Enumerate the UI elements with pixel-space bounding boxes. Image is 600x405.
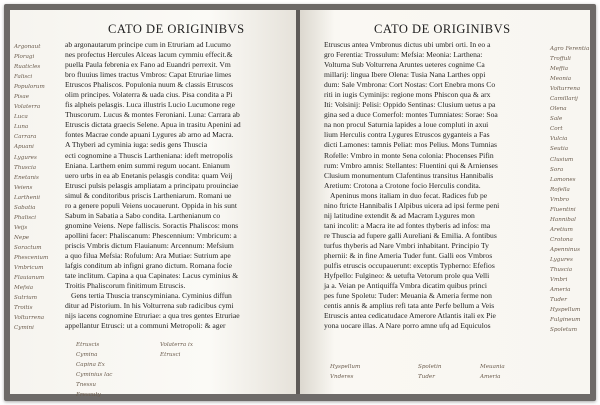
bottom-note: Volaterra ix <box>160 342 193 348</box>
bottom-note: Cymina <box>76 352 98 358</box>
text-line: lafgis conditum ab infigni grano dictum. Romana focie <box>65 261 233 271</box>
marginal-note: Populorum <box>14 84 45 91</box>
marginal-note: Carrara <box>14 134 37 141</box>
marginal-note: Lygures <box>14 154 37 161</box>
text-line: Apeninus mons italiam in duo fecat. Radices fub pe <box>330 190 488 200</box>
marginal-note: Hyspellum <box>550 307 581 314</box>
marginal-note: Apuani <box>14 144 34 151</box>
right-page <box>300 10 590 394</box>
marginal-note: Olena <box>550 106 567 113</box>
text-line: Gens tertia Thuscia transcyminiana. Cyminius diffun <box>71 291 232 301</box>
marginal-note: Luca <box>14 114 28 121</box>
text-line: A Thyberi ad cyminia iuga: sedis gens Thuscia <box>65 140 208 150</box>
text-line: Etrusci pulsis pelasgis ampliatam a principatu prouinciae <box>65 180 239 190</box>
text-line: pulfis etruscis occupauerunt: exceptis Typherno: Efefios <box>324 261 495 271</box>
marginal-note: Nepe <box>14 234 30 241</box>
text-line: pes fune Spoletu: Tuder: Meuania & Ameria ferme non <box>324 291 492 301</box>
text-line: olim principes. Volaterra & uada cius. Pisa condita a Pi <box>65 90 233 100</box>
text-line: Rofelle: Vmbro in monte Sena colonia: Phocenses Pifin <box>324 150 494 160</box>
bottom-note: Spoletin <box>418 364 442 370</box>
text-line: ecti cognomine a Thuscis Lartheniana: ideft metropolis <box>65 150 233 160</box>
marginal-note: Cymini <box>14 325 34 332</box>
text-line: nij latitudine extendit & ad Macram Lygures mon <box>324 210 475 220</box>
marginal-note: Agro Ferentia <box>550 46 590 52</box>
marginal-note: Cort <box>550 126 563 133</box>
text-line: Etruscos Phaliscos. Populonia nuum & classis Etruscos <box>65 80 234 90</box>
marginal-note: Pisae <box>14 94 30 101</box>
text-line: phernii: & in fine Ameria Tuder funt. Galli eos Vmbros <box>324 250 493 260</box>
bottom-note: Cyminius lac <box>76 372 113 378</box>
marginal-note: Ruaticles <box>14 64 41 71</box>
marginal-note: Crotona <box>550 236 573 243</box>
marginal-note: Lamones <box>550 176 576 183</box>
marginal-note: Troitis <box>14 305 33 312</box>
text-line: riti in iugis Cyminijs: regione mons Phiscon qua & arx <box>324 90 491 100</box>
marginal-note: Volturrena <box>14 315 45 322</box>
bottom-note: Vnderes <box>330 374 354 380</box>
marginal-note: Tuder <box>550 297 567 304</box>
bottom-note: Frescuty <box>76 392 101 398</box>
text-line: Sabum in Sabatia a Sabo condita. Larthenianum co <box>65 210 221 220</box>
text-line: Iti: Volsinij: Pelisi: Oppido Sentinas: Clusium uetus a pa <box>324 100 496 110</box>
text-line: yona uocare illas. A Nare porro amne ufq ad Equiculos <box>324 321 491 331</box>
right-running-head: CATO DE ORIGINIBVS <box>374 22 511 36</box>
text-line: ja a. Veian pe Antiquiffa Vmbra dicatim quibus princi <box>324 281 488 291</box>
marginal-note: Veiens <box>14 184 33 191</box>
marginal-note: Vmbri <box>550 277 568 284</box>
marginal-note: Sale <box>550 116 563 123</box>
marginal-note: Sutrium <box>14 295 38 302</box>
marginal-note: Vmbricum <box>14 265 44 272</box>
text-line: dicti Lamones: tamnis Peliat: mos Pelius. Mons Tumnias <box>324 140 497 150</box>
text-line: gnomine Veiens. Nepe falliscis. Soractis Phaliscos: mons <box>65 220 239 230</box>
marginal-note: Meonia <box>550 76 572 83</box>
left-text-block <box>65 40 291 331</box>
right-text-block <box>324 40 546 331</box>
text-line: Hyfpello: Fulgineo: & uetufta Vetorum prole qua Velli <box>324 271 490 281</box>
text-line: na non procul Saturnia lapides a loue compluti in axui <box>324 120 489 130</box>
text-line: turfus thyberis ad Nare Vmbri inhabitant. Principio Ty <box>324 240 489 250</box>
right-marginalia <box>550 44 588 335</box>
text-line: gina sed a duce Comerfol: montes Tumniates: Sorae: Soa <box>324 110 498 120</box>
text-line: tate inclitum. Capina a qua Capinates: Lacus cyminius & <box>65 271 239 281</box>
text-line: Eniana. Larthem enim summi regum uocant. Enianum <box>65 160 230 170</box>
left-bottom-notes-b <box>160 340 193 360</box>
marginal-note: Soractum <box>14 244 42 251</box>
text-line: ditur ad Pistorium. In his Volturrena sub radicibus cymi <box>65 301 234 311</box>
bottom-note: Capina Ex <box>76 362 105 368</box>
marginal-note: Troffuli <box>550 56 571 63</box>
text-line: Clusium monumentum Clafentinus transitus Hannibalis <box>324 170 494 180</box>
text-line: Thuscorum. Lucus & montes Feroniani. Luna: Carrara ab <box>65 110 240 120</box>
marginal-note: Rofella <box>550 186 570 193</box>
left-page <box>10 10 296 398</box>
text-line: nino ftricte Hannibalis I Alpibus uicera ad ipsi ferme peni <box>324 200 500 210</box>
marginal-note: Volaterra <box>14 104 41 111</box>
bottom-note: Hyspellum <box>330 364 361 370</box>
text-line: gro Ferentia: Trossulum: Mefsia: Meonia: Larthena: <box>324 50 483 60</box>
marginal-note: Meffia <box>550 66 569 73</box>
marginal-note: Veijs <box>14 224 28 231</box>
text-line: Etruscis dictata graecis Selene. Apua in trasitu Apenini ad <box>65 120 241 130</box>
text-line: fis alpheis pelasgis. Luca illustris Lucio Lucumone rege <box>65 100 235 110</box>
bottom-note: Tnessu <box>76 382 96 388</box>
text-line: centis annis & amplius refi tata ante Perfe bellum a Veis <box>324 301 495 311</box>
text-line: lium Herculis contra Lygures Etruscos gyganteis a Fas <box>324 130 490 140</box>
right-bottom-notes-b <box>418 362 442 382</box>
right-bottom-notes-c <box>480 362 505 382</box>
marginal-note: Falisci <box>14 74 33 81</box>
marginal-note: Enetanis <box>14 174 39 181</box>
marginal-note: Volturrena <box>550 86 581 93</box>
marginal-note: Larthenii <box>14 194 41 201</box>
text-line: re Thuscia ad fupere galli Aureliani & Emilia. A fontibus <box>324 230 497 240</box>
text-line: uero urbs in ea ab Enetanis pelasgis condita: quam Veij <box>65 170 233 180</box>
marginal-note: Fulgineum <box>550 317 581 324</box>
text-line: simul & conditoribus priscis Lartheniarum. Romani ue <box>65 190 232 200</box>
marginal-note: Spoletum <box>550 327 578 334</box>
text-line: a quo filua Mefsia: Rofulum: Ara Mutiae: Sutrium ape <box>65 250 231 260</box>
marginal-note: Phescenium <box>14 254 49 261</box>
left-marginalia <box>14 42 62 333</box>
bottom-note: Etruscis <box>76 342 100 348</box>
text-line: appellantur Etrusci: ut a communi Metropoli: & ager <box>65 321 226 331</box>
marginal-note: Camillarij <box>550 96 578 103</box>
text-line: rum: Vmbro amnis: Stellantes: Fluentini qui & Arnienses <box>324 160 498 170</box>
text-line: ab argonautarum principe cum in Etruriam ad Lucumo <box>65 40 231 49</box>
marginal-note: Thuscia <box>14 164 37 171</box>
bottom-note: Ameria <box>480 374 501 380</box>
bottom-note: Tuder <box>418 374 435 380</box>
text-line: Volturna Sub Volturrena Aruntes ueteres cognime Ca <box>324 60 485 70</box>
marginal-note: Clusium <box>550 156 574 163</box>
left-bottom-notes-a <box>76 340 112 400</box>
marginal-note: Flauianum <box>14 275 45 282</box>
bottom-note: Etrusci <box>160 352 181 358</box>
text-line: Aretium: Crotona a Crotone focio Herculis condita. <box>324 180 481 190</box>
text-line: Etruscus antea Vmbronus dictus ubi umbri orti. In eo a <box>324 40 491 49</box>
text-line: millarij: lingua Ibere Olena: Tusia Nana Larthes oppi <box>324 70 486 80</box>
marginal-note: Sabatia <box>14 204 36 211</box>
marginal-note: Ploragi <box>14 54 35 61</box>
marginal-note: Fluentini <box>550 206 576 213</box>
marginal-note: Luna <box>14 124 29 131</box>
text-line: nijs iacens cognomine Etruriae: a qua tres gentes Etruriae <box>65 311 240 321</box>
text-line: apollini facer: Phaliscanum: Phescennium: Vmbricum: a <box>65 230 237 240</box>
marginal-note: Mefsia <box>14 285 34 292</box>
marginal-note: Seutia <box>550 146 569 153</box>
text-line: Etruscis antea cedicatudace Amerore Atlantis itali ex Pie <box>324 311 496 321</box>
marginal-note: Hannibal <box>550 216 576 223</box>
marginal-note: Aretium <box>550 226 573 233</box>
marginal-note: Vulcia <box>550 136 568 143</box>
marginal-note: Vmbro <box>550 196 569 203</box>
left-running-head: CATO DE ORIGINIBVS <box>108 22 245 36</box>
text-line: dum: Sale Vmbrona: Cort Nostas: Cort Enebra mons Co <box>324 80 496 90</box>
right-bottom-notes-a <box>330 362 360 382</box>
text-line: nes profectus Hercules Alceas lacum cymmiu effecit.& <box>65 50 233 60</box>
text-line: priscis Vmbris dictum Flauianum: Arcennum: Mefsium <box>65 240 234 250</box>
text-line: fontes Macrae conde apuani Lygures ab arno ad Macra. <box>65 130 234 140</box>
open-book <box>4 4 596 401</box>
text-line: tani incolit: a Macra ite ad fontes thyberis ad infos: ma <box>324 220 491 230</box>
marginal-note: Apenninus <box>550 246 581 253</box>
marginal-note: Argonaut <box>14 44 41 50</box>
text-line: bro fluuius limes tractus Vmbros: Capat Etruriae limes <box>65 70 232 80</box>
text-line: ro a genere populi Veiens uocauerunt. Oppida in his sunt <box>65 200 237 210</box>
text-line: Troitis Phaliscorum finitimum Etruscis. <box>65 281 186 291</box>
marginal-note: Thuscia <box>550 267 573 274</box>
marginal-note: Sora <box>550 166 564 173</box>
bottom-note: Meuania <box>480 364 505 370</box>
text-line: puella Paula febrenia ex Fano ad Euandri perrexit. Vm <box>65 60 231 70</box>
marginal-note: Phalisci <box>14 214 37 221</box>
marginal-note: Lygures <box>550 256 573 263</box>
marginal-note: Ameria <box>550 287 571 294</box>
